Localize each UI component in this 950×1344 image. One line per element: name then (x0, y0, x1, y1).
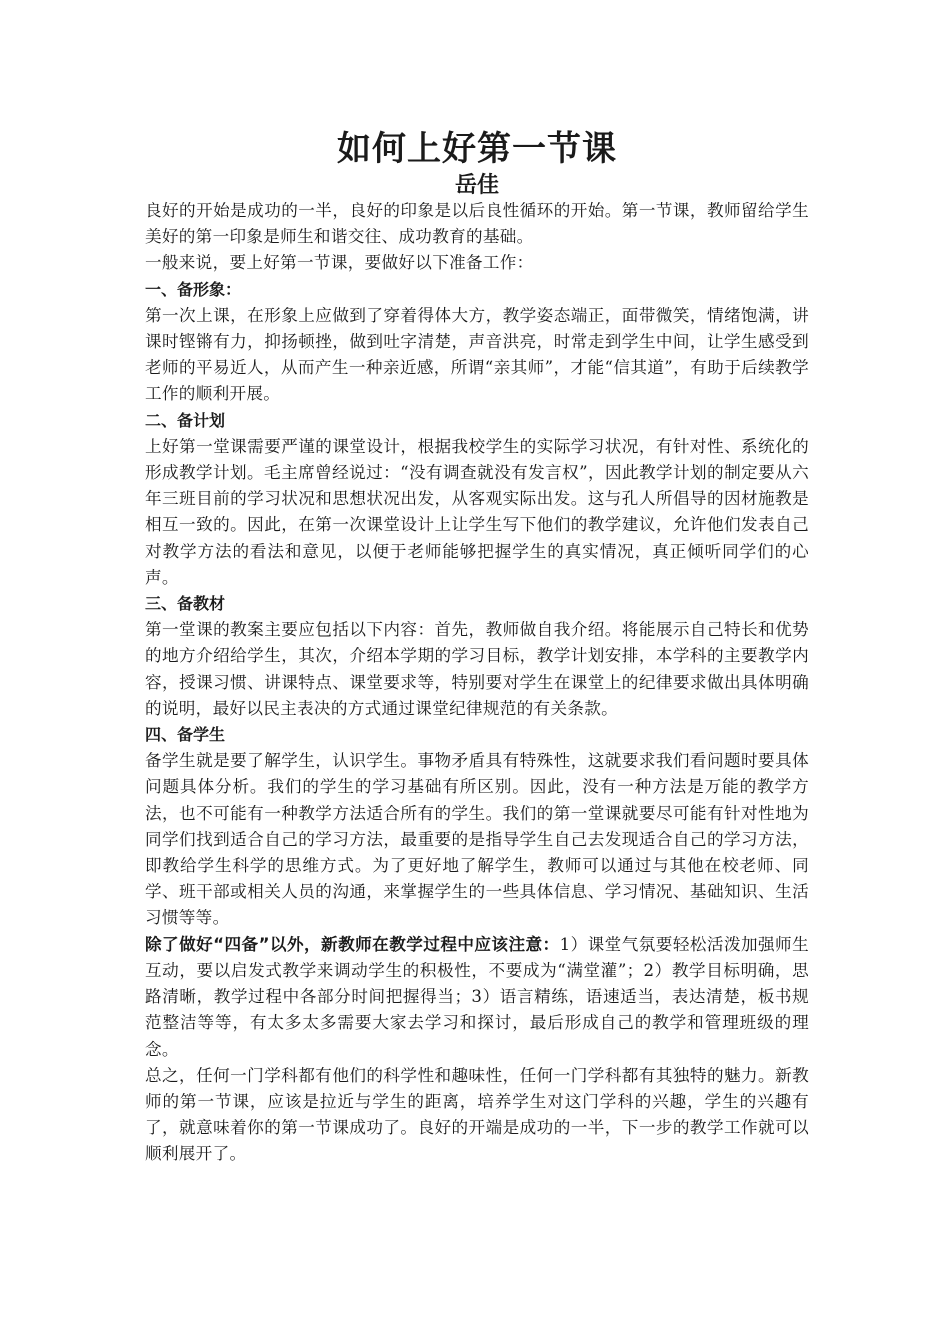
section-body-materials: 第一堂课的教案主要应包括以下内容：首先，教师做自我介绍。将能展示自己特长和优势的地方介绍给学生，其次，介绍本学期的学习目标，教学计划安排，本学科的主要教学内容，授课习惯、讲课特点、课堂要求等，特别要对学生在课堂上的纪律要求做出具体明确的说明，最好以民主表决的方式通过课堂纪律规范的有关条款。 (145, 620, 809, 718)
section-heading-materials: 三、备教材 (145, 594, 226, 614)
notice-lead: 除了做好“四备”以外，新教师在教学过程中应该注意： (145, 934, 560, 954)
section-heading-plan: 二、备计划 (145, 410, 226, 430)
section-heading-students: 四、备学生 (145, 725, 226, 745)
notice-paragraph (145, 932, 809, 1063)
conclusion-paragraph: 总之，任何一门学科都有他们的科学性和趣味性，任何一门学科都有其独特的魅力。新教师的第一节课，应该是拉近与学生的距离，培养学生对这门学科的兴趣，学生的兴趣有了，就意味着你的第一节课成功了。良好的开端是成功的一半，下一步的教学工作就可以顺利展开了。 (145, 1065, 809, 1164)
intro-paragraph-1: 良好的开始是成功的一半，良好的印象是以后良性循环的开始。第一节课，教师留给学生美好的第一印象是师生和谐交往、成功教育的基础。 (145, 201, 809, 247)
document-title: 如何上好第一节课 (337, 129, 617, 169)
section-heading-image: 一、备形象： (145, 279, 242, 299)
document-page (145, 126, 809, 1168)
section-body-image: 第一次上课，在形象上应做到了穿着得体大方，教学姿态端正，面带微笑，情绪饱满，讲课时铿锵有力，抑扬顿挫，做到吐字清楚，声音洪亮，时常走到学生中间，让学生感受到老师的平易近人，从而产生一种亲近感，所谓“亲其师”，才能“信其道”，有助于后续教学工作的顺利开展。 (145, 305, 809, 404)
section-body-plan: 上好第一堂课需要严谨的课堂设计，根据我校学生的实际学习状况，有针对性、系统化的形成教学计划。毛主席曾经说过：“没有调查就没有发言权”，因此教学计划的制定要从六年三班目前的学习状况和思想状况出发，从客观实际出发。这与孔人所倡导的因材施教是相互一致的。因此，在第一次课堂设计上让学生写下他们的教学建议，允许他们发表自己对教学方法的看法和意见，以便于老师能够把握学生的真实情况，真正倾听同学们的心声。 (145, 436, 809, 587)
notice-body: 1）课堂气氛要轻松活泼加强师生互动，要以启发式教学来调动学生的积极性，不要成为“满堂灌”；2）教学目标明确，思路清晰，教学过程中各部分时间把握得当；3）语言精练，语速适当，表达清楚，板书规范整洁等等，有太多太多需要大家去学习和探讨，最后形成自己的教学和管理班级的理念。 (145, 934, 809, 1059)
intro-paragraph-2: 一般来说，要上好第一节课，要做好以下准备工作： (145, 253, 534, 273)
section-body-students: 备学生就是要了解学生，认识学生。事物矛盾具有特殊性，这就要求我们看问题时要具体问题具体分析。我们的学生的学习基础有所区别。因此，没有一种方法是万能的教学方法，也不可能有一种教学方法适合所有的学生。我们的第一堂课就要尽可能有针对性地为同学们找到适合自己的学习方法，最重要的是指导学生自己去发现适合自己的学习方法，即教给学生科学的思维方式。为了更好地了解学生，教师可以通过与其他在校老师、同学、班干部或相关人员的沟通，来掌握学生的一些具体信息、学习情况、基础知识、生活习惯等等。 (145, 751, 809, 928)
document-author: 岳佳 (454, 172, 499, 198)
